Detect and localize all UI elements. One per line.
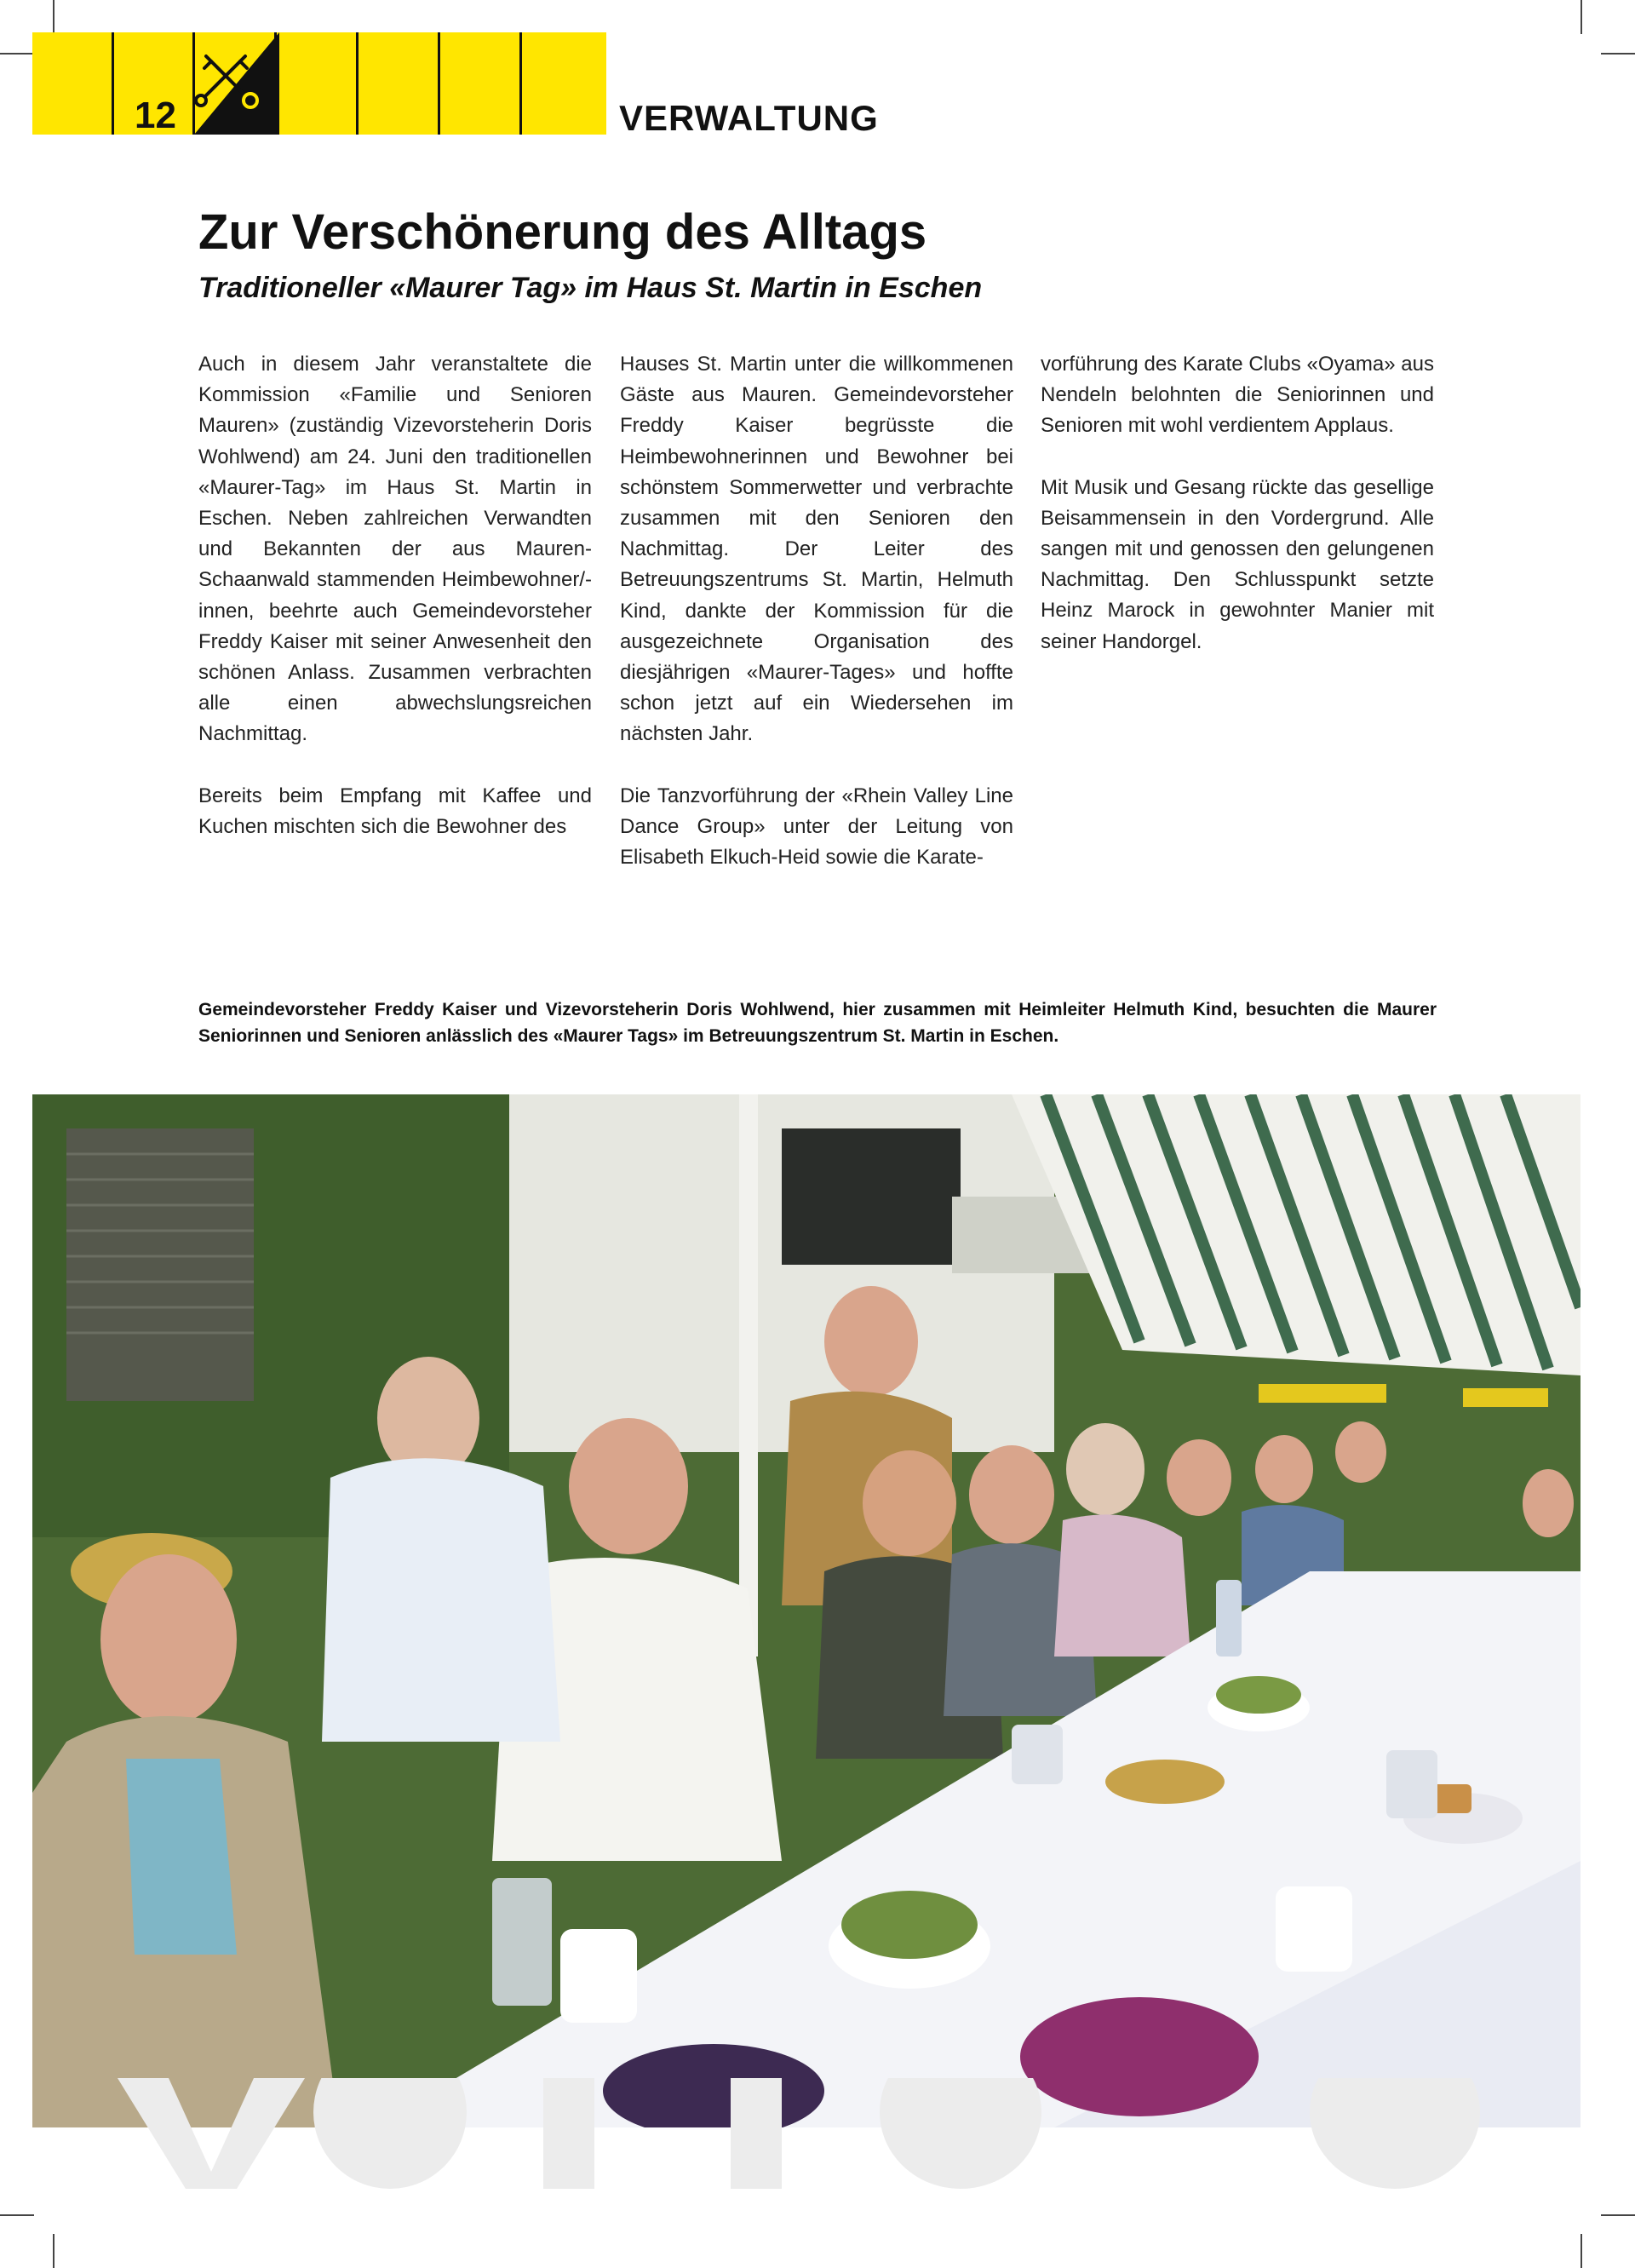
paragraph: Hauses St. Martin unter die willkommenen Gäste aus Mauren. Gemeindevorsteher Freddy Kaiser begrüsste die Heimbewohnerinnen und Bewohner bei schönstem Sommerwetter und verbrachte zusammen mit den Senioren den Nachmittag. Der Leiter des Betreuungszentrums St. Martin, Helmuth Kind, dankte der Kommission für die ausgezeichnete Organisation des diesjährigen «Maurer-Tages» und hoffte schon jetzt auf ein Wiedersehen im nächsten Jahr. [620,353,1013,746]
crop-mark [0,53,34,55]
text-column-1 [198,349,592,873]
paragraph: Bereits beim Empfang mit Kaffee und Kuchen mischten sich die Bewohner des [198,784,592,838]
group-photo-terrace-icon [32,1094,1580,2127]
crop-mark [1580,0,1582,34]
article-title: Zur Verschönerung des Alltags [198,204,927,260]
page-number: 12 [135,95,176,136]
crop-mark [53,0,54,34]
crop-mark [53,2234,54,2268]
paragraph: Mit Musik und Gesang rückte das gesellige Beisammensein in den Vordergrund. Alle sangen mit und genossen den gelungenen Nachmittag. Den Schlusspunkt setzte Heinz Marock in gewohnter Manier mit seiner Handorgel. [1041,475,1434,653]
text-column-2 [620,349,1013,904]
crossed-keys-icon [194,32,279,135]
watermark [32,2078,1580,2189]
crop-mark [1601,53,1635,55]
paragraph: vorführung des Karate Clubs «Oyama» aus Nendeln belohnten die Seniorinnen und Senioren mit wohl verdientem Applaus. [1041,353,1434,438]
photo-caption: Gemeindevorsteher Freddy Kaiser und Vizevorsteherin Doris Wohlwend, hier zusammen mit Heimleiter Helmuth Kind, besuchten die Maurer Seniorinnen und Senioren anlässlich des «Maurer Tags» im Betreuungszentrum St. Martin in Eschen. [198,1000,1437,1046]
paragraph: Die Tanzvorführung der «Rhein Valley Line Dance Group» unter der Leitung von Elisabeth Elkuch-Heid sowie die Karate- [620,784,1013,870]
article-subtitle: Traditioneller «Maurer Tag» im Haus St. Martin in Eschen [198,272,983,304]
crop-mark [1601,2214,1635,2216]
section-label: VERWALTUNG [619,98,879,138]
crop-mark [1580,2234,1582,2268]
header-bar [32,32,606,135]
paragraph: Auch in diesem Jahr veranstaltete die Kommission «Familie und Senioren Mauren» (zuständig Vizevorsteherin Doris Wohlwend) am 24. Juni den traditionellen «Maurer-Tag» im Haus St. Martin in Eschen. Neben zahlreichen Verwandten und Bekannten der aus Mauren-Schaanwald stammenden Heimbewohner/-innen, beehrte auch Gemeindevorsteher Freddy Kaiser mit seiner Anwesenheit den schönen Anlass. Zusammen verbrachten alle einen abwechslungsreichen Nachmittag. [198,353,592,746]
crop-mark [0,2214,34,2216]
text-column-3 [1041,349,1434,688]
